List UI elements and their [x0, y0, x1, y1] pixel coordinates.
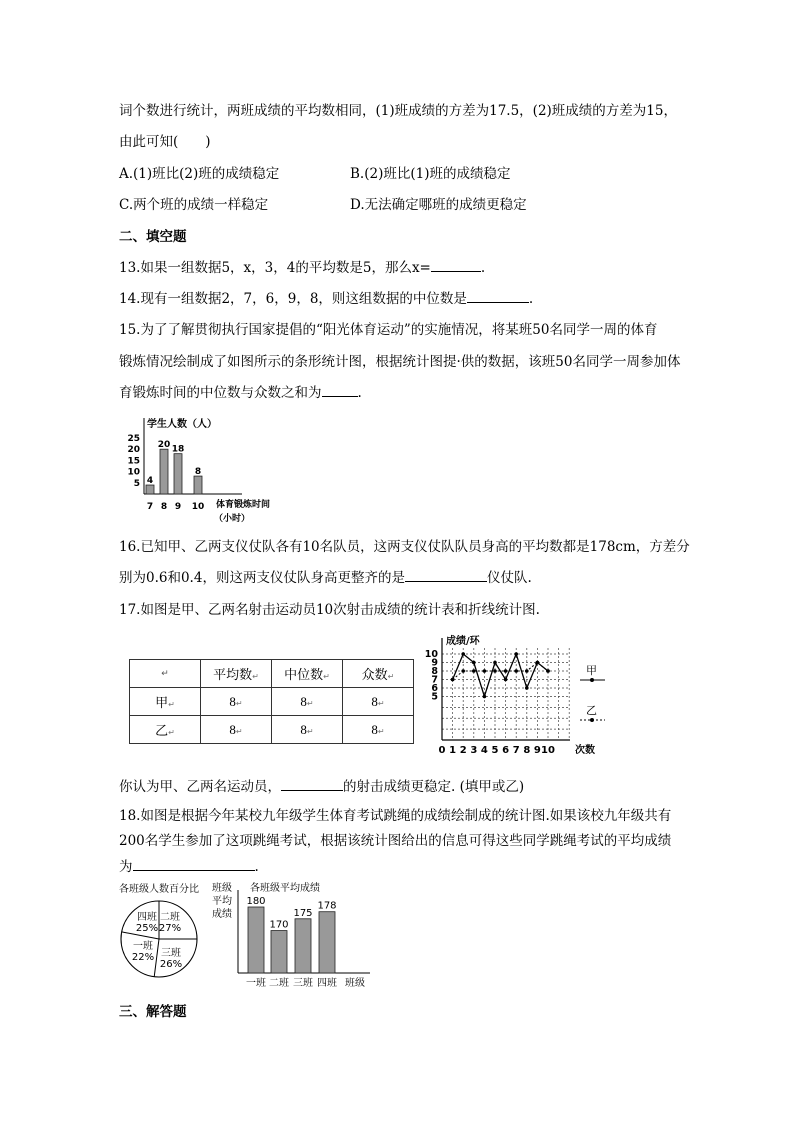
chart2-xtick-label: 8 [523, 745, 531, 756]
q14 [119, 289, 533, 309]
chart2-xtick-label: 2 [459, 745, 467, 756]
q14-end: . [528, 291, 534, 307]
chart2-xtick-label: 3 [470, 745, 478, 756]
section-answer-heading: 三、解答题 [119, 1004, 187, 1020]
chart1-bar [160, 449, 168, 494]
chart1-ytick-label: 25 [127, 434, 140, 444]
chart1-xtick-label: 10 [191, 502, 205, 512]
chart4-bar [319, 912, 335, 973]
chart1-ytick-label: 5 [133, 478, 140, 489]
chart2-xtick-label: 1 [449, 745, 457, 756]
chart1-xtick-label: 9 [174, 502, 182, 512]
chart2-point [525, 669, 529, 673]
chart4-data-label: 180 [246, 896, 266, 907]
chart2-legend-marker [590, 678, 594, 682]
chart2-point [514, 652, 518, 656]
q14-answer-blank[interactable] [467, 290, 529, 303]
chart2-xlabel: 次数 [575, 745, 595, 756]
chart4-bar [295, 919, 311, 973]
q18-end: . [254, 859, 259, 875]
q15-answer-blank[interactable] [322, 384, 358, 397]
chart2-point [483, 669, 487, 673]
q15-line2: 锻炼情况绘制成了如图所示的条形统计图，根据统计图提·供的数据，该班50名同学一周参加体 [119, 354, 681, 370]
chart1-bar [174, 454, 182, 494]
chart1-ytick-label: 15 [127, 456, 140, 467]
chart3-slice-percent: 25% [135, 923, 159, 934]
chart3-slice-percent: 22% [131, 952, 155, 963]
table-header-row [130, 660, 414, 688]
chart2-point [472, 669, 476, 673]
table-header-corner: ↵ [130, 660, 201, 688]
chart4-xtick-label: 一班 [246, 978, 266, 989]
chart2-ytick-label: 7 [431, 674, 438, 686]
chart3-slice-name: 三班 [161, 948, 181, 959]
class-average-bar-chart [210, 880, 370, 990]
table-cell: 8↵ [343, 688, 414, 716]
table-cell: 8↵ [272, 716, 343, 744]
chart3-slice-percent: 26% [159, 959, 183, 970]
q18-line2: 200名学生参加了这项跳绳考试，根据该统计图给出的信息可得这些同学跳绳考试的平均成绩 [119, 833, 672, 849]
chart3-slice-name: 一班 [133, 941, 153, 952]
chart1-data-label: 4 [146, 476, 154, 487]
chart4-title: 各班级平均成绩 [250, 883, 320, 894]
chart1-xtick-label: 8 [160, 502, 168, 512]
q16-text: 别为0.6和0.4，则这两支仪仗队身高更整齐的是 [119, 570, 405, 586]
chart1-xlabel: 体育锻炼时间 [216, 500, 271, 510]
chart2-ytick-label: 9 [431, 657, 438, 669]
chart2-point [514, 669, 518, 673]
chart2-ytick-label: 10 [424, 649, 438, 660]
chart1-data-label: 20 [157, 440, 171, 451]
chart1-ytick-label: 20 [127, 445, 140, 456]
exercise-time-bar-chart [118, 414, 318, 528]
chart2-xtick-label: 9 [533, 745, 541, 756]
q16-line1: 16.已知甲、乙两支仪仗队各有10名队员，这两支仪仗队队员身高的平均数都是178cm，方差分 [119, 539, 690, 555]
chart1-data-label: 18 [171, 444, 185, 455]
chart4-data-label: 178 [317, 900, 337, 912]
chart2-ytick-label: 8 [431, 666, 438, 677]
q15-line1: 15.为了了解贯彻执行国家提倡的“阳光体育运动”的实施情况，将某班50名同学一周的体育 [119, 322, 658, 338]
q17-answer-blank[interactable] [281, 778, 343, 791]
chart2-series-line [453, 654, 548, 697]
table-cell: 8↵ [343, 716, 414, 744]
chart2-point [493, 661, 497, 665]
chart2-point [525, 686, 529, 690]
q16-answer-blank[interactable] [405, 569, 487, 582]
table-cell: 甲↵ [130, 688, 201, 716]
q16-end: 仪仗队. [486, 570, 532, 586]
chart2-point [461, 652, 465, 656]
chart1-data-label: 8 [194, 467, 202, 478]
q15-line3 [119, 383, 362, 403]
q15-text: 育锻炼时间的中位数与众数之和为 [119, 385, 322, 401]
q18-line3 [119, 857, 259, 877]
chart4-ylabel-line3: 成绩 [212, 909, 232, 920]
shooting-line-chart [420, 630, 610, 760]
table-header-cell: 众数↵ [343, 660, 414, 688]
chart2-point [461, 669, 465, 673]
chart4-xtick-label: 三班 [293, 978, 313, 989]
class-percentage-pie-chart [117, 880, 217, 984]
chart2-xtick-label: 0 [438, 745, 446, 756]
chart2-point [546, 669, 550, 673]
chart2-point [451, 678, 455, 682]
chart4-xtick-label: 二班 [269, 978, 289, 989]
chart2-legend-marker [590, 718, 594, 722]
chart3-title: 各班级人数百分比 [119, 884, 199, 895]
chart2-xtick-label: 10 [541, 745, 555, 756]
chart1-xtick-label: 7 [146, 502, 154, 512]
q16-line2 [119, 568, 532, 588]
chart2-legend-label: 乙 [586, 704, 597, 717]
table-cell: 乙↵ [130, 716, 201, 744]
chart2-xtick-label: 7 [512, 745, 520, 756]
table-cell: 8↵ [201, 716, 272, 744]
table-cell: 8↵ [272, 688, 343, 716]
q13-end: . [480, 260, 486, 276]
q15-end: . [357, 385, 362, 401]
chart2-ylabel: 成绩/环 [446, 636, 480, 647]
chart2-point [472, 661, 476, 665]
q18-answer-blank[interactable] [133, 858, 255, 871]
chart2-point [483, 695, 487, 699]
shooting-stats-table [129, 659, 414, 744]
chart1-ylabel: 学生人数（人） [147, 419, 217, 430]
chart2-point [504, 678, 508, 682]
q17-text: 你认为甲、乙两名运动员， [119, 779, 281, 795]
q12-line2: 由此可知( ) [119, 134, 211, 150]
chart1-xlabel2: （小时） [214, 514, 251, 524]
chart1-bar [146, 485, 154, 494]
q14-text: 14.现有一组数据2，7，6，9，8，则这组数据的中位数是 [119, 291, 467, 307]
q13-answer-blank[interactable] [431, 259, 481, 272]
chart3-slice-name: 四班 [137, 912, 157, 923]
chart4-ylabel-line1: 班级 [212, 883, 232, 894]
q12-line1: 词个数进行统计，两班成绩的平均数相同，(1)班成绩的方差为17.5，(2)班成绩的方差为15， [119, 103, 677, 119]
chart4-data-label: 175 [293, 907, 313, 919]
q13-text: 13.如果一组数据5，x，3，4的平均数是5，那么x= [119, 260, 431, 276]
chart3-slice-percent: 27% [158, 923, 182, 934]
chart2-point [536, 661, 540, 665]
chart2-ytick-label: 6 [431, 683, 438, 694]
table-row [130, 688, 414, 716]
q12-option-d: D.无法确定哪班的成绩更稳定 [350, 197, 527, 213]
table-header-cell: 平均数↵ [201, 660, 272, 688]
chart3-slice-name: 二班 [160, 912, 180, 923]
q17-end: 的射击成绩更稳定. (填甲或乙) [343, 779, 525, 795]
chart2-xtick-label: 5 [491, 745, 499, 756]
q18-text: 为 [119, 859, 133, 875]
q12-option-a: A.(1)班比(2)班的成绩稳定 [119, 166, 280, 182]
q12-option-b: B.(2)班比(1)班的成绩稳定 [350, 166, 511, 182]
table-cell: 8↵ [201, 688, 272, 716]
q17-answer-line [119, 777, 524, 797]
chart4-data-label: 170 [269, 919, 289, 931]
chart4-bar [271, 931, 287, 973]
table-header-cell: 中位数↵ [272, 660, 343, 688]
chart2-xtick-label: 6 [502, 745, 510, 756]
chart2-point [493, 669, 497, 673]
table-row [130, 716, 414, 744]
chart2-legend-label: 甲 [586, 664, 597, 677]
chart2-xtick-label: 4 [480, 745, 488, 756]
chart2-ytick-label: 5 [431, 691, 438, 703]
chart4-xtick-label: 四班 [317, 978, 337, 989]
chart4-ylabel-line2: 平均 [212, 896, 232, 907]
chart1-ytick-label: 10 [127, 467, 140, 478]
chart4-xlabel: 班级 [345, 978, 365, 989]
chart4-bar [248, 907, 264, 973]
q12-option-c: C.两个班的成绩一样稳定 [119, 197, 269, 213]
q18-line1: 18.如图是根据今年某校九年级学生体育考试跳绳的成绩绘制成的统计图.如果该校九年级共有 [119, 808, 672, 824]
q13 [119, 258, 485, 278]
chart1-bar [194, 476, 202, 494]
chart2-point [504, 669, 508, 673]
q17-line1: 17.如图是甲、乙两名射击运动员10次射击成绩的统计表和折线统计图. [119, 602, 540, 618]
section-fill-in-heading: 二、填空题 [119, 229, 187, 245]
